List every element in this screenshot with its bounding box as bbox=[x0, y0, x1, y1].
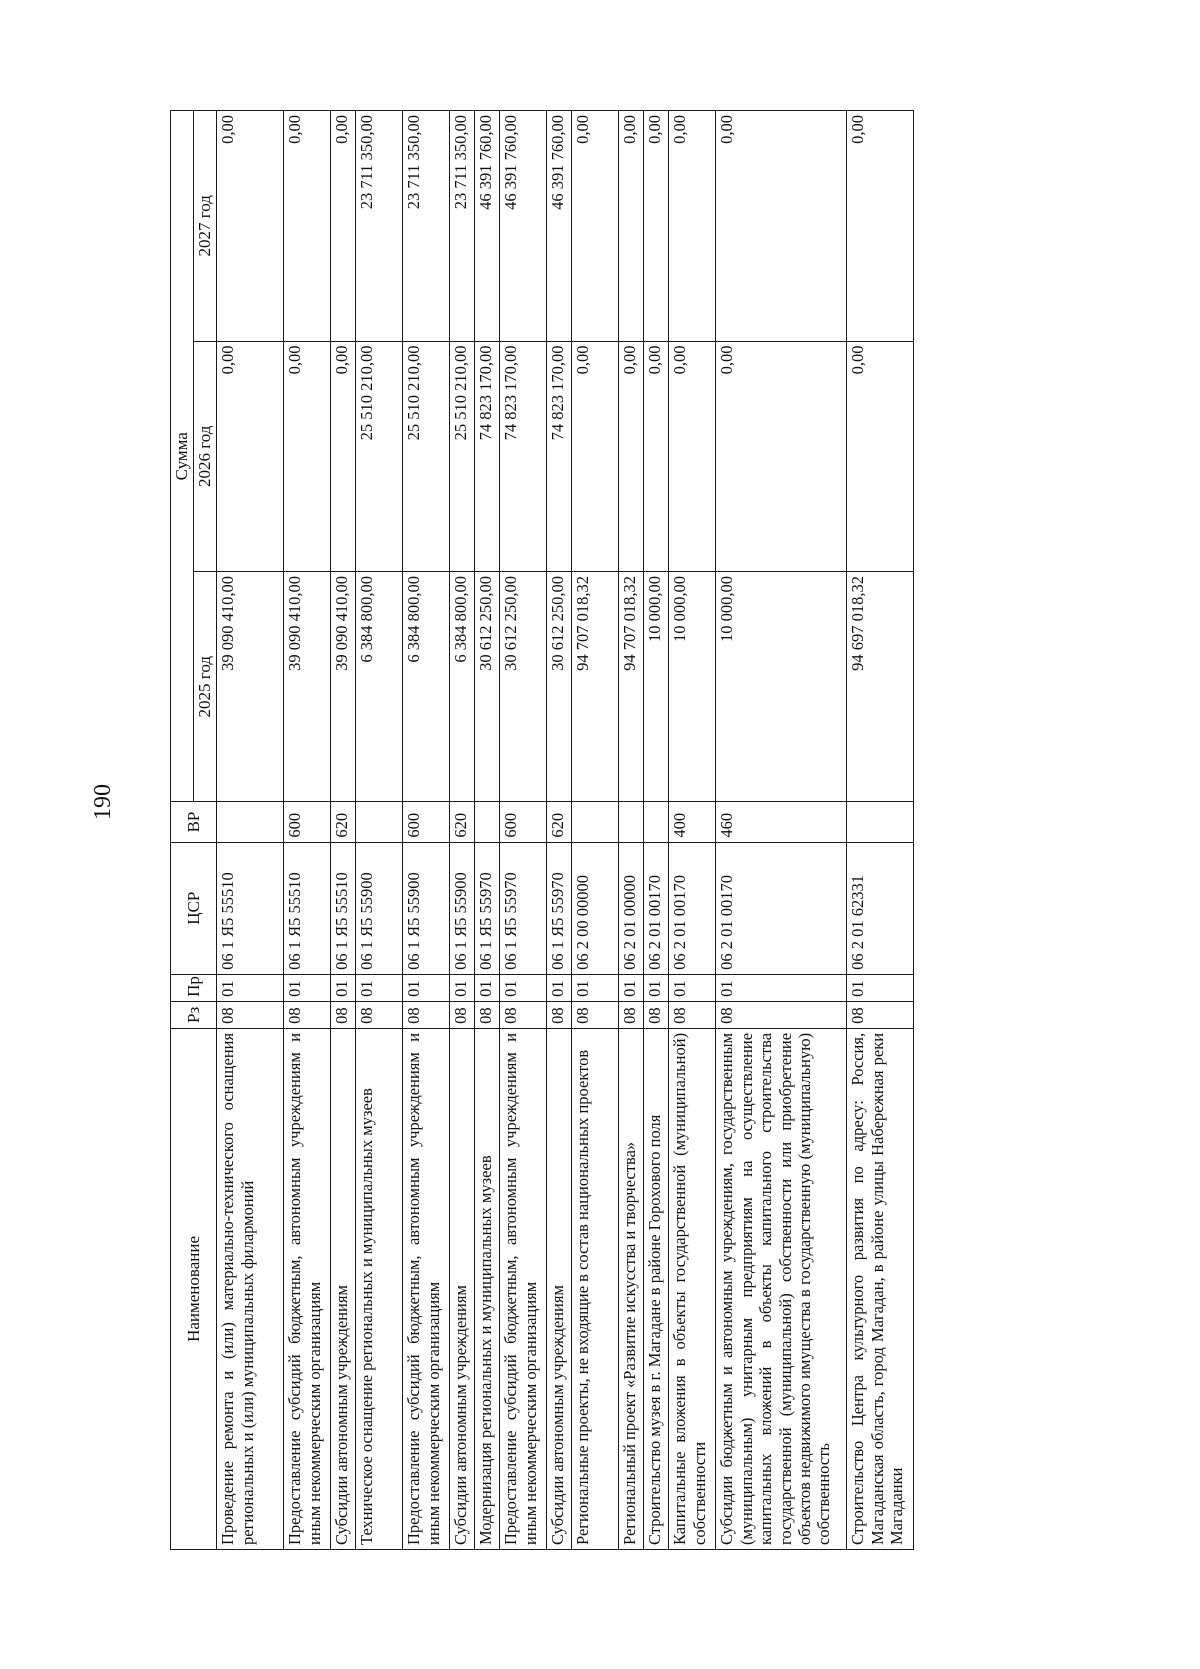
row-csr-cell: 06 2 01 00000 bbox=[619, 842, 644, 974]
row-name-cell: Проведение ремонта и (или) материально-технического оснащения региональных и (или) муниципальных филармоний bbox=[217, 1028, 284, 1549]
row-amount-2025: 10 000,00 bbox=[644, 572, 669, 802]
row-amount-2025: 10 000,00 bbox=[716, 572, 847, 802]
row-pr-cell: 01 bbox=[547, 974, 572, 1001]
row-amount-2027: 0,00 bbox=[284, 111, 331, 342]
row-amount-2025: 39 090 410,00 bbox=[217, 572, 284, 802]
row-amount-2027: 0,00 bbox=[217, 111, 284, 342]
row-vr-cell: 400 bbox=[669, 802, 716, 842]
row-csr-cell: 06 1 Я5 55970 bbox=[500, 842, 547, 974]
table-row bbox=[716, 111, 847, 1550]
row-name-cell: Субсидии автономным учреждениям bbox=[450, 1028, 475, 1549]
row-pr-cell: 01 bbox=[572, 974, 619, 1001]
row-amount-2025: 30 612 250,00 bbox=[475, 572, 500, 802]
header-year-2025: 2025 год bbox=[194, 572, 217, 802]
header-rz: Рз bbox=[171, 1001, 217, 1028]
row-amount-2027: 0,00 bbox=[331, 111, 356, 342]
row-rz-cell: 08 bbox=[403, 1001, 450, 1028]
row-pr-cell: 01 bbox=[475, 974, 500, 1001]
row-csr-cell: 06 1 Я5 55510 bbox=[217, 842, 284, 974]
header-vr: ВР bbox=[171, 802, 217, 842]
row-csr-cell: 06 1 Я5 55510 bbox=[331, 842, 356, 974]
row-amount-2026: 0,00 bbox=[284, 341, 331, 571]
header-name: Наименование bbox=[171, 1028, 217, 1549]
row-amount-2027: 0,00 bbox=[572, 111, 619, 342]
row-rz-cell: 08 bbox=[669, 1001, 716, 1028]
row-rz-cell: 08 bbox=[450, 1001, 475, 1028]
table-row bbox=[500, 111, 547, 1550]
row-csr-cell: 06 1 Я5 55510 bbox=[284, 842, 331, 974]
row-csr-cell: 06 2 01 00170 bbox=[716, 842, 847, 974]
row-vr-cell bbox=[847, 802, 914, 842]
header-pr: Пр bbox=[171, 974, 217, 1001]
header-year-2027: 2027 год bbox=[194, 111, 217, 342]
row-amount-2025: 94 697 018,32 bbox=[847, 572, 914, 802]
row-amount-2026: 0,00 bbox=[331, 341, 356, 571]
header-sum: Сумма bbox=[171, 111, 194, 802]
row-rz-cell: 08 bbox=[547, 1001, 572, 1028]
row-amount-2027: 0,00 bbox=[716, 111, 847, 342]
table-row bbox=[331, 111, 356, 1550]
row-csr-cell: 06 1 Я5 55900 bbox=[356, 842, 403, 974]
row-amount-2026: 0,00 bbox=[217, 341, 284, 571]
row-amount-2027: 0,00 bbox=[669, 111, 716, 342]
row-vr-cell bbox=[619, 802, 644, 842]
row-rz-cell: 08 bbox=[644, 1001, 669, 1028]
row-vr-cell: 620 bbox=[331, 802, 356, 842]
table-header-row bbox=[171, 111, 194, 1550]
row-rz-cell: 08 bbox=[572, 1001, 619, 1028]
row-amount-2027: 46 391 760,00 bbox=[475, 111, 500, 342]
row-amount-2027: 0,00 bbox=[644, 111, 669, 342]
row-pr-cell: 01 bbox=[356, 974, 403, 1001]
row-vr-cell: 600 bbox=[284, 802, 331, 842]
row-pr-cell: 01 bbox=[450, 974, 475, 1001]
header-csr: ЦСР bbox=[171, 842, 217, 974]
row-amount-2026: 0,00 bbox=[619, 341, 644, 571]
row-amount-2026: 0,00 bbox=[669, 341, 716, 571]
row-name-cell: Субсидии автономным учреждениям bbox=[547, 1028, 572, 1549]
row-vr-cell bbox=[644, 802, 669, 842]
row-amount-2025: 6 384 800,00 bbox=[403, 572, 450, 802]
row-pr-cell: 01 bbox=[619, 974, 644, 1001]
row-amount-2025: 30 612 250,00 bbox=[547, 572, 572, 802]
table-row bbox=[450, 111, 475, 1550]
row-rz-cell: 08 bbox=[356, 1001, 403, 1028]
row-rz-cell: 08 bbox=[500, 1001, 547, 1028]
row-vr-cell bbox=[572, 802, 619, 842]
row-csr-cell: 06 1 Я5 55970 bbox=[475, 842, 500, 974]
row-name-cell: Модернизация региональных и муниципальных музеев bbox=[475, 1028, 500, 1549]
row-rz-cell: 08 bbox=[619, 1001, 644, 1028]
row-amount-2025: 39 090 410,00 bbox=[331, 572, 356, 802]
row-amount-2026: 0,00 bbox=[716, 341, 847, 571]
table-row bbox=[217, 111, 284, 1550]
row-csr-cell: 06 2 00 00000 bbox=[572, 842, 619, 974]
table-row bbox=[847, 111, 914, 1550]
page-number: 190 bbox=[90, 784, 116, 820]
row-amount-2025: 6 384 800,00 bbox=[356, 572, 403, 802]
row-vr-cell bbox=[217, 802, 284, 842]
budget-table bbox=[170, 110, 914, 1550]
row-rz-cell: 08 bbox=[716, 1001, 847, 1028]
row-csr-cell: 06 1 Я5 55900 bbox=[450, 842, 475, 974]
table-body bbox=[217, 111, 914, 1550]
row-rz-cell: 08 bbox=[847, 1001, 914, 1028]
row-csr-cell: 06 2 01 00170 bbox=[669, 842, 716, 974]
row-amount-2025: 94 707 018,32 bbox=[619, 572, 644, 802]
header-year-2026: 2026 год bbox=[194, 341, 217, 571]
row-vr-cell: 460 bbox=[716, 802, 847, 842]
row-name-cell: Предоставление субсидий бюджетным, автономным учреждениям и иным некоммерческим организациям bbox=[284, 1028, 331, 1549]
row-amount-2025: 30 612 250,00 bbox=[500, 572, 547, 802]
table-row bbox=[356, 111, 403, 1550]
row-name-cell: Субсидии автономным учреждениям bbox=[331, 1028, 356, 1549]
row-pr-cell: 01 bbox=[403, 974, 450, 1001]
row-pr-cell: 01 bbox=[331, 974, 356, 1001]
row-amount-2025: 39 090 410,00 bbox=[284, 572, 331, 802]
row-rz-cell: 08 bbox=[331, 1001, 356, 1028]
row-name-cell: Региональный проект «Развитие искусства и творчества» bbox=[619, 1028, 644, 1549]
table-row bbox=[644, 111, 669, 1550]
row-name-cell: Субсидии бюджетным и автономным учреждениям, государственным (муниципальным) унитарным предприятиям на осуществление капитальных вложений в объекты капитального строительства государственной (муниципальной) собственности или приобретение объектов недвижимого имущества в государственную (муниципальную) собственность bbox=[716, 1028, 847, 1549]
row-pr-cell: 01 bbox=[217, 974, 284, 1001]
row-rz-cell: 08 bbox=[217, 1001, 284, 1028]
row-name-cell: Предоставление субсидий бюджетным, автономным учреждениям и иным некоммерческим организациям bbox=[500, 1028, 547, 1549]
row-name-cell: Предоставление субсидий бюджетным, автономным учреждениям и иным некоммерческим организациям bbox=[403, 1028, 450, 1549]
row-amount-2027: 46 391 760,00 bbox=[547, 111, 572, 342]
row-amount-2027: 23 711 350,00 bbox=[450, 111, 475, 342]
row-amount-2025: 10 000,00 bbox=[669, 572, 716, 802]
row-pr-cell: 01 bbox=[716, 974, 847, 1001]
row-amount-2026: 74 823 170,00 bbox=[547, 341, 572, 571]
row-csr-cell: 06 1 Я5 55970 bbox=[547, 842, 572, 974]
table-row bbox=[547, 111, 572, 1550]
row-amount-2026: 0,00 bbox=[572, 341, 619, 571]
rotated-budget-page bbox=[170, 110, 1090, 1550]
row-amount-2027: 0,00 bbox=[847, 111, 914, 342]
row-amount-2026: 74 823 170,00 bbox=[475, 341, 500, 571]
row-pr-cell: 01 bbox=[669, 974, 716, 1001]
row-csr-cell: 06 2 01 62331 bbox=[847, 842, 914, 974]
row-amount-2025: 6 384 800,00 bbox=[450, 572, 475, 802]
row-amount-2027: 23 711 350,00 bbox=[356, 111, 403, 342]
row-amount-2027: 0,00 bbox=[619, 111, 644, 342]
row-rz-cell: 08 bbox=[475, 1001, 500, 1028]
row-pr-cell: 01 bbox=[284, 974, 331, 1001]
row-rz-cell: 08 bbox=[284, 1001, 331, 1028]
table-row bbox=[475, 111, 500, 1550]
row-vr-cell: 600 bbox=[500, 802, 547, 842]
row-vr-cell: 620 bbox=[450, 802, 475, 842]
row-vr-cell bbox=[356, 802, 403, 842]
row-amount-2026: 25 510 210,00 bbox=[356, 341, 403, 571]
row-pr-cell: 01 bbox=[500, 974, 547, 1001]
row-pr-cell: 01 bbox=[644, 974, 669, 1001]
row-vr-cell: 620 bbox=[547, 802, 572, 842]
row-csr-cell: 06 2 01 00170 bbox=[644, 842, 669, 974]
table-row bbox=[403, 111, 450, 1550]
row-amount-2026: 0,00 bbox=[847, 341, 914, 571]
row-amount-2026: 25 510 210,00 bbox=[403, 341, 450, 571]
row-amount-2026: 25 510 210,00 bbox=[450, 341, 475, 571]
row-amount-2026: 74 823 170,00 bbox=[500, 341, 547, 571]
row-vr-cell bbox=[475, 802, 500, 842]
row-name-cell: Региональные проекты, не входящие в состав национальных проектов bbox=[572, 1028, 619, 1549]
row-name-cell: Строительство Центра культурного развития по адресу: Россия, Магаданская область, город Магадан, в районе улицы Набережная реки Магаданки bbox=[847, 1028, 914, 1549]
row-amount-2025: 94 707 018,32 bbox=[572, 572, 619, 802]
row-amount-2027: 23 711 350,00 bbox=[403, 111, 450, 342]
row-name-cell: Техническое оснащение региональных и муниципальных музеев bbox=[356, 1028, 403, 1549]
table-row bbox=[572, 111, 619, 1550]
row-amount-2027: 46 391 760,00 bbox=[500, 111, 547, 342]
table-row bbox=[619, 111, 644, 1550]
row-csr-cell: 06 1 Я5 55900 bbox=[403, 842, 450, 974]
row-amount-2026: 0,00 bbox=[644, 341, 669, 571]
table-row bbox=[669, 111, 716, 1550]
row-name-cell: Строительство музея в г. Магадане в районе Горохового поля bbox=[644, 1028, 669, 1549]
row-name-cell: Капитальные вложения в объекты государственной (муниципальной) собственности bbox=[669, 1028, 716, 1549]
row-pr-cell: 01 bbox=[847, 974, 914, 1001]
table-row bbox=[284, 111, 331, 1550]
row-vr-cell: 600 bbox=[403, 802, 450, 842]
